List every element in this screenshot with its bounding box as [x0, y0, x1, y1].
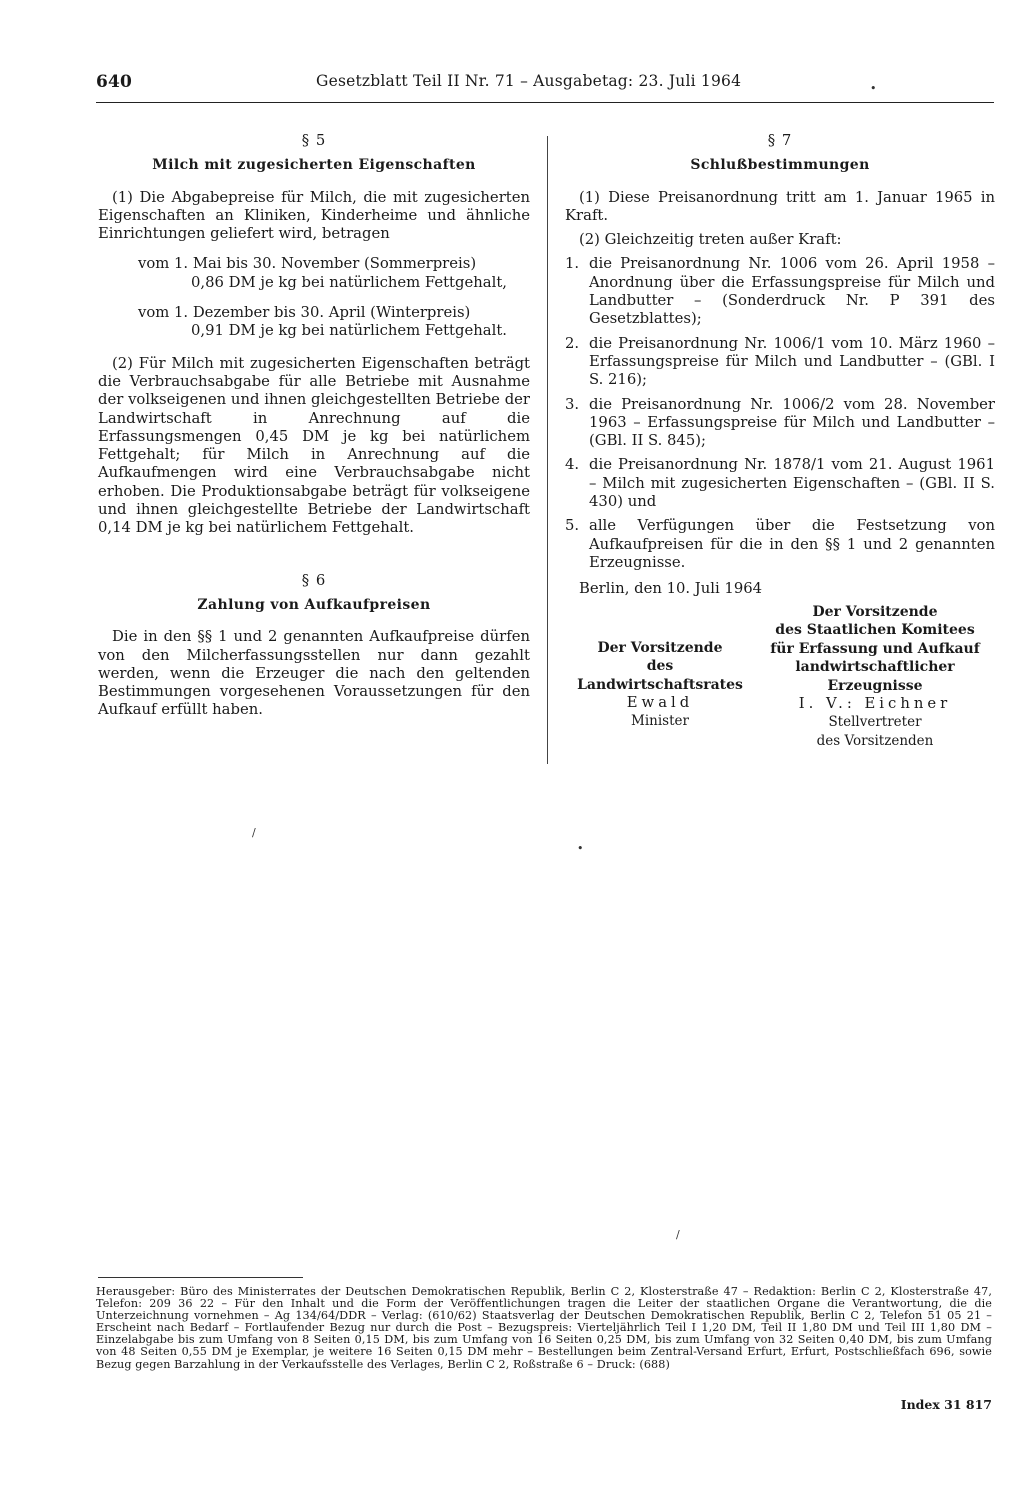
section-5-para-1: (1) Die Abgabepreise für Milch, die mit zugesicherten Eigenschaften an Kliniken, Kinderheime und ähnliche Einrichtungen geliefert wird, betragen — [98, 188, 530, 243]
running-head: Gesetzblatt Teil II Nr. 71 – Ausgabetag: 23. Juli 1964 — [316, 72, 742, 90]
section-7-para-1: (1) Diese Preisanordnung tritt am 1. Januar 1965 in Kraft. — [565, 188, 995, 224]
section-7-para-2: (2) Gleichzeitig treten außer Kraft: — [579, 231, 842, 249]
page-number: 640 — [96, 72, 133, 92]
list-item: 5. alle Verfügungen über die Festsetzung von Aufkaufpreisen für die in den §§ 1 und 2 genannten Erzeugnisse. — [565, 517, 995, 571]
summer-period: vom 1. Mai bis 30. November (Sommerpreis) — [138, 255, 477, 273]
list-item: 2. die Preisanordnung Nr. 1006/1 vom 10. März 1960 – Erfassungspreise für Milch und Landbutter – (GBl. I S. 216); — [565, 334, 995, 389]
repeal-list — [565, 255, 995, 572]
index-number: Index 31 817 — [900, 1397, 992, 1412]
winter-period: vom 1. Dezember bis 30. April (Winterpreis) — [138, 304, 471, 322]
signatory-name-left: Ewald — [626, 694, 694, 712]
section-6-para: Die in den §§ 1 und 2 genannten Aufkaufpreise dürfen von den Milcherfassungsstellen nur dann gezahlt werden, wenn die Erzeuger die nach den geltenden Bestimmungen vorgesehenen Voraussetzungen für den Aufkauf erfüllt haben. — [98, 628, 530, 719]
imprint: Herausgeber: Büro des Ministerrates der Deutschen Demokratischen Republik, Berlin C 2, Klosterstraße 47 – Redaktion: Berlin C 2, Klosterstraße 47, Telefon: 209 36 22 – Für den Inhalt und die Form der Veröffentlichungen tragen die Leiter der staatlichen Organe die Verantwortung, die die Unterzeichnung vornehmen – Ag 134/64/DDR – Verlag: (610/62) Staatsverlag der Deutschen Demokratischen Republik, Berlin C 2, Telefon 51 05 21 – Erscheint nach Bedarf – Fortlaufender Bezug nur durch die Post – Bezugspreis: Vierteljährlich Teil I 1,20 DM, Teil II 1,80 DM und Teil III 1,80 DM – Einzelabgabe bis zum Umfang von 8 Seiten 0,15 DM, bis zum Umfang von 16 Seiten 0,25 DM, bis zum Umfang von 32 Seiten 0,40 DM, bis zum Umfang von 48 Seiten 0,55 DM je Exemplar, je weitere 16 Seiten 0,15 DM mehr – Bestellungen beim Zentral-Versand Erfurt, Erfurt, Postschließfach 696, sowie Bezug gegen Barzahlung in der Verkaufsstelle des Verlages, Berlin C 2, Roßstraße 6 – Druck: (688) — [96, 1285, 992, 1371]
signature-left: Der Vorsitzende des Landwirtschaftsrates Ewald Minister — [565, 639, 755, 731]
summer-price-line — [138, 255, 530, 292]
place-date: Berlin, den 10. Juli 1964 — [579, 580, 763, 598]
print-speck: / — [252, 826, 256, 839]
list-item: 1. die Preisanordnung Nr. 1006 vom 26. April 1958 – Anordnung über die Erfassungspreise für Milch und Landbutter – (Sonderdruck Nr. P 391 des Gesetzblattes); — [565, 255, 995, 328]
column-divider — [547, 136, 548, 764]
list-item: 3. die Preisanordnung Nr. 1006/2 vom 28. November 1963 – Erfassungspreise für Milch und Landbutter – (GBl. II S. 845); — [565, 395, 995, 450]
print-speck: • — [577, 842, 584, 855]
header-rule — [96, 102, 994, 103]
signature-right: Der Vorsitzende des Staatlichen Komitees für Erfassung und Aufkauf landwirtschaftlicher Erzeugnisse I. V.: Eichner Stellvertreter des Vorsitzenden — [755, 603, 995, 750]
winter-price-line — [138, 304, 530, 341]
left-column — [98, 132, 530, 720]
signatory-name-right: I. V.: Eichner — [798, 695, 952, 713]
footer-rule — [98, 1277, 303, 1278]
section-5-title: Milch mit zugesicherten Eigenschaften — [152, 157, 476, 174]
section-7-title: Schlußbestimmungen — [690, 157, 870, 174]
print-speck: / — [676, 1228, 680, 1241]
section-5-number: § 5 — [301, 132, 327, 149]
section-5-para-2: (2) Für Milch mit zugesicherten Eigenschaften beträgt die Verbrauchsabgabe für alle Betriebe mit Ausnahme der volkseigenen und ihnen gleichgestellten Betriebe der Landwirtschaft in Anrechnung auf die Erfassungsmengen 0,45 DM je kg bei natürlichem Fettgehalt; für Milch in Anrechnung auf die Aufkaufmengen wird eine Verbrauchsabgabe nicht erhoben. Die Produktionsabgabe beträgt für volkseigene und ihnen gleichgestellte Betriebe der Landwirtschaft 0,14 DM je kg bei natürlichem Fettgehalt. — [98, 354, 530, 537]
winter-price: 0,91 DM je kg bei natürlichem Fettgehalt. — [191, 322, 507, 340]
summer-price: 0,86 DM je kg bei natürlichem Fettgehalt, — [191, 273, 507, 291]
right-column — [565, 132, 995, 753]
section-6-number: § 6 — [301, 571, 327, 589]
section-7-number: § 7 — [767, 132, 793, 149]
list-item: 4. die Preisanordnung Nr. 1878/1 vom 21. August 1961 – Milch mit zugesicherten Eigenschaften – (GBl. II S. 430) und — [565, 456, 995, 511]
section-6-title: Zahlung von Aufkaufpreisen — [197, 596, 431, 613]
signature-block — [565, 603, 995, 753]
print-speck: • — [870, 82, 877, 95]
